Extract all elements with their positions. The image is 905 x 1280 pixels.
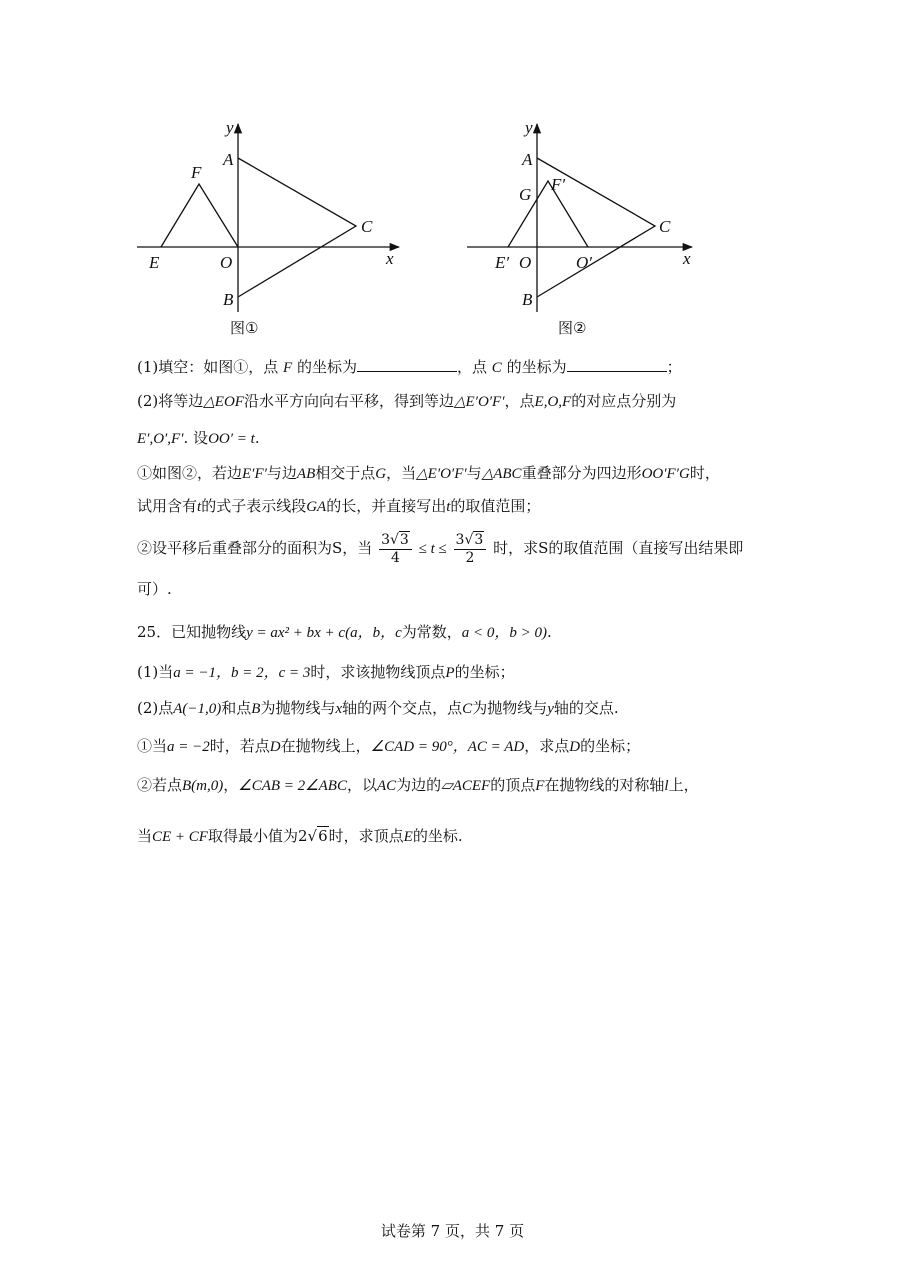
q25-c3-text-a: 当 xyxy=(137,827,153,845)
q25-c3-text-c: 时，求顶点 xyxy=(328,827,404,845)
answer-blank-C[interactable] xyxy=(567,357,667,372)
q25-p1-text-b: 时，求该抛物线顶点 xyxy=(310,663,446,681)
fig1-label-B: B xyxy=(223,290,234,309)
q24-p2-text-a: (2)将等边 xyxy=(137,392,204,410)
q25-p2-text-a: (2)点 xyxy=(137,699,174,717)
q25-c1-text-c: 在抛物线上， xyxy=(280,737,371,755)
q24-p1-text-a: (1)填空：如图①，点 xyxy=(137,358,279,376)
q25-c1-text-b: 时，若点 xyxy=(209,737,270,755)
q25-c2-angle: ∠CAB = 2∠ABC xyxy=(238,778,347,794)
q25-c2-AC: AC xyxy=(376,778,397,794)
fig1-label-y: y xyxy=(226,118,234,137)
q24-c1-tri1: △E′O′F′ xyxy=(416,466,467,482)
q25-c1-text-a: ①当 xyxy=(137,737,168,755)
q24-c2-fraction-2: $\frac{3√3}{2}$ xyxy=(454,532,487,567)
q25-p2-text-b: 和点 xyxy=(221,699,252,717)
fig2-label-O: O xyxy=(519,253,532,272)
fig1-label-x: x xyxy=(386,249,394,268)
q25-text-b: 为常数， xyxy=(401,623,462,641)
q25-p2-y: y xyxy=(547,701,554,717)
q24-c1-text-f: 重叠部分为四边形 xyxy=(521,464,642,482)
q25-c2-l: l xyxy=(664,778,669,794)
q24-c1-text-h: 试用含有 xyxy=(137,497,198,515)
q24-part2-line1 xyxy=(137,391,676,412)
fig2-label-F-prime: F′ xyxy=(551,175,566,194)
figure-1 xyxy=(137,124,399,312)
q25-p2-text-e: 为抛物线与 xyxy=(472,699,548,717)
q25-p2-text-c: 为抛物线与 xyxy=(260,699,336,717)
q24-p2-text-c: ，点 xyxy=(504,392,535,410)
q24-p2-equation: OO′ = t xyxy=(208,431,255,447)
q24-c1-text-b: 与边 xyxy=(266,464,297,482)
frac2-radicand: 3 xyxy=(474,531,484,548)
fig1-label-O: O xyxy=(220,253,233,272)
fig2-label-E-prime: E′ xyxy=(495,253,510,272)
q24-p2-tri2: △E′O′F′ xyxy=(453,394,505,410)
fig2-label-x: x xyxy=(683,249,691,268)
q25-c1-text-d: ，求点 xyxy=(524,737,570,755)
q24-p1-text-e: ； xyxy=(666,358,682,376)
fig1-label-F: F xyxy=(191,163,202,182)
fig1-caption: 图① xyxy=(230,319,259,337)
q25-c1-text-e: 的坐标； xyxy=(580,737,641,755)
q24-c1-t2: t xyxy=(446,499,451,515)
q24-c1-tri2: △ABC xyxy=(481,466,522,482)
q25-p1-P: P xyxy=(445,665,455,681)
q25-p1-text-c: 的坐标； xyxy=(454,663,515,681)
q24-c2-text-c: 可）. xyxy=(137,580,172,598)
q25-condition: a < 0，b > 0) xyxy=(461,625,548,641)
figures xyxy=(0,0,905,350)
q25-text-c: . xyxy=(547,623,552,641)
q25-c2-text-a: ②若点 xyxy=(137,776,183,794)
q24-c2-inequality: ≤ t ≤ xyxy=(418,541,447,557)
q25-case2 xyxy=(137,775,699,796)
q24-c1-text-g: 时， xyxy=(689,464,720,482)
q25-p2-C: C xyxy=(462,701,473,717)
frac2-den: 2 xyxy=(465,549,475,566)
q24-p2-text-f: . xyxy=(254,429,260,447)
frac2-coef: 3 xyxy=(455,531,465,548)
q25-c3-text-b: 取得最小值为 xyxy=(207,827,298,845)
q25-c3-coef: 2 xyxy=(298,827,308,845)
q24-c1-G: G xyxy=(375,466,387,482)
q24-c1-text-a: ①如图②，若边 xyxy=(137,464,243,482)
figure-drawings xyxy=(0,0,905,350)
q24-part2-line2 xyxy=(137,428,260,449)
q24-p1-F: F xyxy=(283,360,293,376)
q24-c1-text-d: ，当 xyxy=(386,464,417,482)
q24-c1-EF: E′F′ xyxy=(242,466,267,482)
q25-c2-parallelogram: ▱ACEF xyxy=(441,778,491,794)
frac1-den: 4 xyxy=(390,549,400,566)
q24-case1-line1 xyxy=(137,463,720,484)
fig2-label-B: B xyxy=(522,290,533,309)
q25-part1 xyxy=(137,662,515,683)
q24-c1-text-c: 相交于点 xyxy=(315,464,376,482)
q24-c1-t: t xyxy=(197,499,202,515)
q24-c2-text-b: 时，求S的取值范围（直接写出结果即 xyxy=(493,539,744,557)
q25-c1-D: D xyxy=(269,739,281,755)
q25-stem xyxy=(137,622,552,643)
fig2-label-C: C xyxy=(659,217,671,236)
q24-c1-text-i: 的式子表示线段 xyxy=(201,497,307,515)
fig2-label-O-prime: O′ xyxy=(576,253,592,272)
q25-p2-text-f: 轴的交点. xyxy=(553,699,619,717)
q24-c1-GA: GA xyxy=(306,499,327,515)
q25-c2-B: B(m,0) xyxy=(182,778,224,794)
q24-p1-C: C xyxy=(491,360,502,376)
q25-equation: y = ax² + bx + c(a，b，c xyxy=(246,625,402,641)
q25-c2-text-g: 上， xyxy=(668,776,699,794)
q24-p2-text-d: 的对应点分别为 xyxy=(571,392,677,410)
q25-c3-expression: CE + CF xyxy=(152,829,208,845)
q25-case2-cont: 当CE + CF取得最小值为2√6时，求顶点E的坐标. xyxy=(137,827,463,845)
q24-c2-text-a: ②设平移后重叠部分的面积为S，当 xyxy=(137,539,373,557)
fig2-label-y: y xyxy=(525,118,533,137)
q25-p2-B: B xyxy=(251,701,261,717)
q24-c1-quad: OO′F′G xyxy=(641,466,690,482)
q25-p2-text-d: 轴的两个交点，点 xyxy=(342,699,463,717)
q24-p1-text-c: ，点 xyxy=(457,358,488,376)
q25-c3-text-d: 的坐标. xyxy=(412,827,463,845)
q24-p1-text-d: 的坐标为 xyxy=(506,358,567,376)
q25-p2-A: A(−1,0) xyxy=(173,701,222,717)
q24-c1-AB: AB xyxy=(296,466,316,482)
page-footer: 试卷第 7 页，共 7 页 xyxy=(380,1222,525,1240)
q25-case1 xyxy=(137,736,640,757)
q25-c2-text-e: 的顶点 xyxy=(490,776,536,794)
q25-c2-text-d: 为边的 xyxy=(396,776,442,794)
fig2-label-A: A xyxy=(522,150,533,169)
q25-p2-x: x xyxy=(335,701,343,717)
fig1-triangle-ABC xyxy=(238,158,356,297)
q24-p2-text-e: . 设 xyxy=(183,429,209,447)
q24-p1-text-b: 的坐标为 xyxy=(296,358,357,376)
q24-case1-line2 xyxy=(137,496,540,517)
frac1-coef: 3 xyxy=(381,531,390,548)
fig2-label-G: G xyxy=(519,185,532,204)
q25-p1-values: a = −1，b = 2，c = 3 xyxy=(173,665,311,681)
fig2-caption: 图② xyxy=(558,319,587,337)
fig1-label-A: A xyxy=(223,150,234,169)
q24-case2-line1 xyxy=(137,530,743,567)
q25-c3-E: E xyxy=(403,829,413,845)
q24-part1 xyxy=(137,357,682,378)
q25-c2-text-b: ， xyxy=(223,776,239,794)
q24-c1-text-j: 的长，并直接写出 xyxy=(326,497,447,515)
q25-c1-D2: D xyxy=(569,739,581,755)
q25-part2 xyxy=(137,698,619,719)
q24-p2-points-prime: E′,O′,F′ xyxy=(137,431,184,447)
fig1-label-E: E xyxy=(149,253,160,272)
q24-case2-line2 xyxy=(137,579,172,599)
q25-c1-condition: ∠CAD = 90°，AC = AD xyxy=(370,739,525,755)
q24-p2-text-b: 沿水平方向向右平移，得到等边 xyxy=(243,392,454,410)
q24-c2-fraction-1: $\frac{3√3}{4}$ xyxy=(379,532,412,567)
q24-p2-tri1: △EOF xyxy=(203,394,244,410)
q25-p1-text-a: (1)当 xyxy=(137,663,174,681)
fig1-triangle-EOF xyxy=(161,184,238,247)
q25-c2-text-c: ，以 xyxy=(346,776,377,794)
q25-text-a: 25．已知抛物线 xyxy=(137,623,247,641)
q24-c1-text-e: 与 xyxy=(466,464,482,482)
frac1-radicand: 3 xyxy=(399,531,409,548)
q24-p2-points: E,O,F xyxy=(534,394,572,410)
fig1-label-C: C xyxy=(361,217,373,236)
answer-blank-F[interactable] xyxy=(357,357,457,372)
q25-c2-text-f: 在抛物线的对称轴 xyxy=(544,776,665,794)
q25-c3-radicand: 6 xyxy=(318,827,328,845)
q25-c2-F: F xyxy=(535,778,545,794)
q24-c1-text-k: 的取值范围； xyxy=(450,497,541,515)
q25-c1-value: a = −2 xyxy=(167,739,210,755)
